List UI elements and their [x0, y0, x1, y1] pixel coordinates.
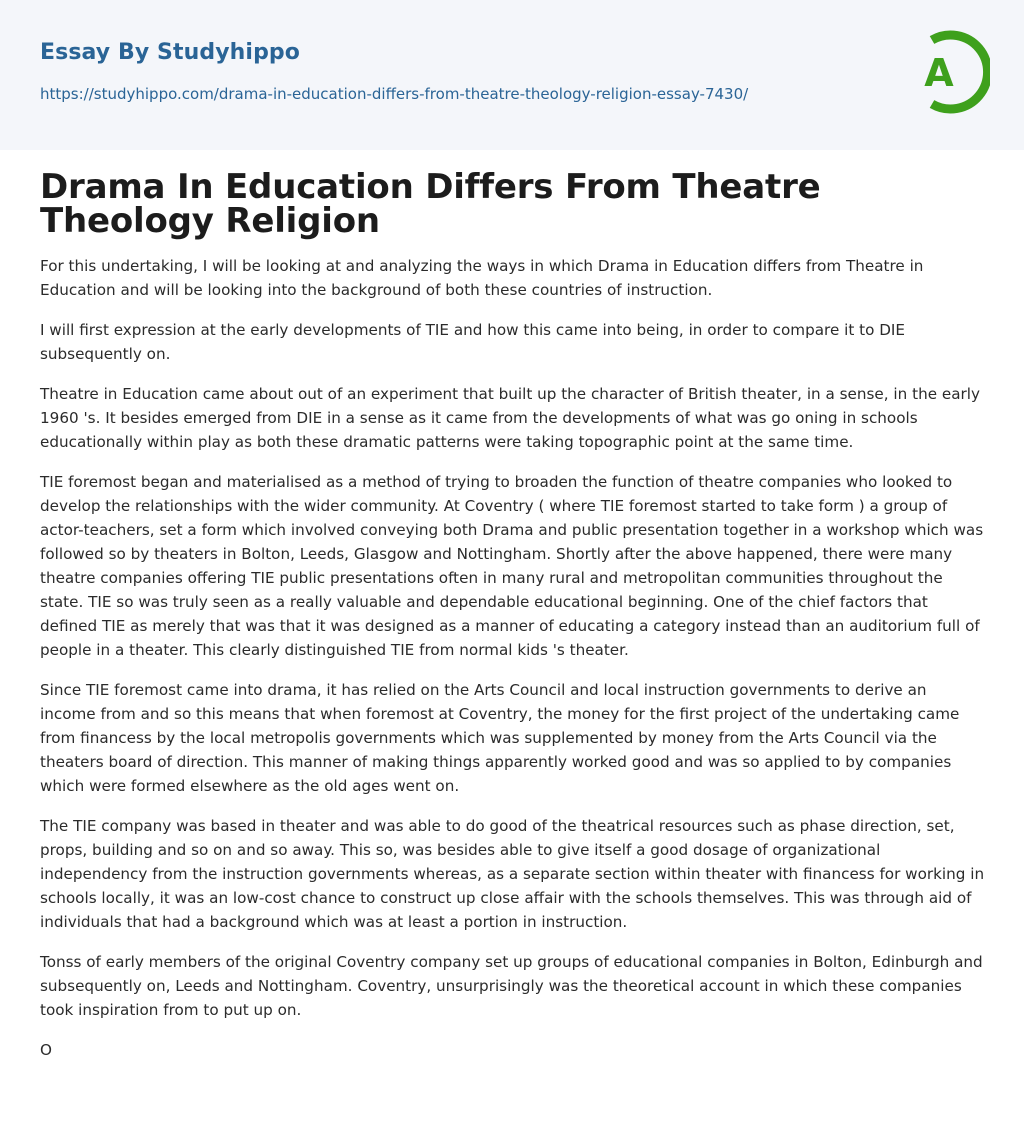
article: [40, 167, 986, 1062]
site-header: [0, 0, 1024, 150]
paragraph: TIE foremost began and materialised as a method of trying to broaden the function of theatre companies who looked to develop the relationships with the wider community. At Coventry ( where TIE foremost started to take form ) a group of actor-teachers, set a form which involved conveying both Drama and public presentation together in a workshop which was followed so by theaters in Bolton, Leeds, Glasgow and Nottingham. Shortly after the above happened, there were many theatre companies offering TIE public presentations often in many rural and metropolitan communities throughout the state. TIE so was truly seen as a really valuable and dependable educational beginning. One of the chief factors that defined TIE as merely that was that it was designed as a manner of educating a category instead than an auditorium full of people in a theater. This clearly distinguished TIE from normal kids 's theater.: [40, 473, 984, 659]
paragraph: O: [40, 1041, 52, 1059]
brand-title[interactable]: Essay By Studyhippo: [40, 40, 300, 65]
logo-letter: A: [924, 51, 954, 95]
page-title: Drama In Education Differs From Theatre Theology Religion: [40, 167, 821, 241]
paragraph: Tonss of early members of the original Coventry company set up groups of educational companies in Bolton, Edinburgh and subsequently on, Leeds and Nottingham. Coventry, unsurprisingly was the theoretical account in which these companies took inspiration from to put up on.: [40, 953, 983, 1019]
studyhippo-a-logo-icon[interactable]: [906, 26, 990, 118]
paragraph: Theatre in Education came about out of an experiment that built up the character of British theater, in a sense, in the early 1960 's. It besides emerged from DIE in a sense as it came from the developments of what was go oning in schools educationally within play as both these dramatic patterns were taking topographic point at the same time.: [40, 385, 980, 451]
paragraph: I will first expression at the early developments of TIE and how this came into being, in order to compare it to DIE subsequently on.: [40, 321, 905, 363]
paragraph: For this undertaking, I will be looking at and analyzing the ways in which Drama in Education differs from Theatre in Education and will be looking into the background of both these countries of instruction.: [40, 257, 924, 299]
paragraph: The TIE company was based in theater and was able to do good of the theatrical resources such as phase direction, set, props, building and so on and so away. This so, was besides able to give itself a good dosage of organizational independency from the instruction governments whereas, as a separate section within theater with financess for working in schools locally, it was an low-cost chance to construct up close affair with the schools themselves. This was through aid of individuals that had a background which was at least a portion in instruction.: [40, 817, 985, 931]
paragraph: Since TIE foremost came into drama, it has relied on the Arts Council and local instruction governments to derive an income from and so this means that when foremost at Coventry, the money for the first project of the undertaking came from financess by the local metropolis governments which was supplemented by money from the Arts Council via the theaters board of direction. This manner of making things apparently worked good and was so applied to by companies which were formed elsewhere as the old ages went on.: [40, 681, 960, 795]
source-url-link[interactable]: https://studyhippo.com/drama-in-education-differs-from-theatre-theology-religion-essay-7430/: [40, 85, 749, 103]
